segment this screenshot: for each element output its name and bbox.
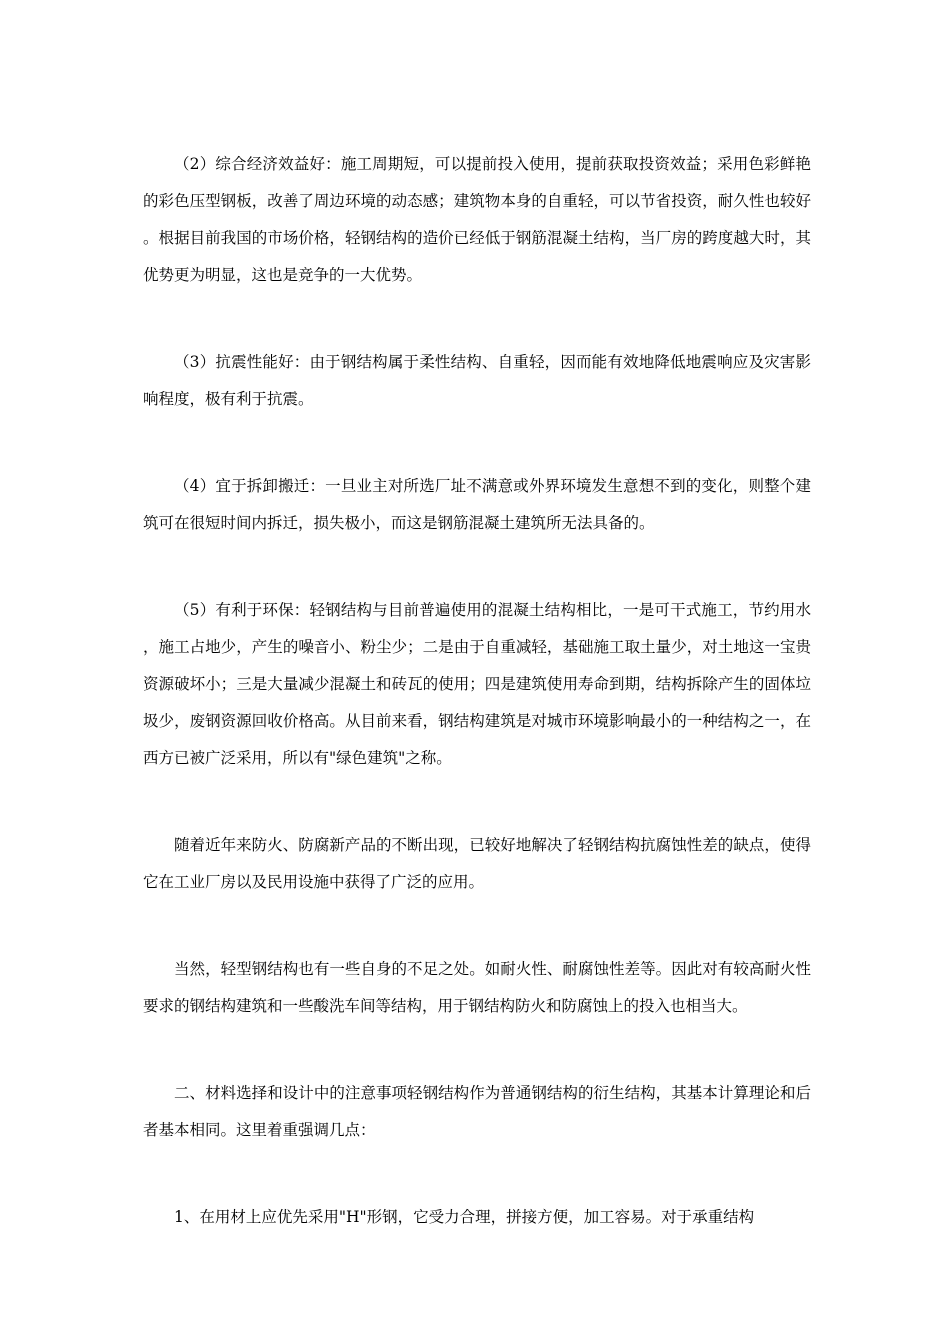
document-body (143, 146, 811, 1286)
paragraph-environmental-protection: （5）有利于环保：轻钢结构与目前普遍使用的混凝土结构相比，一是可干式施工，节约用水，施工占地少，产生的噪音小、粉尘少；二是由于自重减轻，基础施工取土量少，对土地这一宝贵资源破坏小；三是大量减少混凝土和砖瓦的使用；四是建筑使用寿命到期，结构拆除产生的固体垃圾少，废钢资源回收价格高。从目前来看，钢结构建筑是对城市环境影响最小的一种结构之一，在西方已被广泛采用，所以有"绿色建筑"之称。 (143, 601, 811, 767)
paragraph-economic-benefit: （2）综合经济效益好：施工周期短，可以提前投入使用，提前获取投资效益；采用色彩鲜艳的彩色压型钢板，改善了周边环境的动态感；建筑物本身的自重轻，可以节省投资，耐久性也较好。根据目前我国的市场价格，轻钢结构的造价已经低于钢筋混凝土结构，当厂房的跨度越大时，其优势更为明显，这也是竞争的一大优势。 (143, 155, 811, 284)
paragraph-section-two-heading: 二、材料选择和设计中的注意事项轻钢结构作为普通钢结构的衍生结构，其基本计算理论和后者基本相同。这里着重强调几点： (143, 1084, 811, 1139)
paragraph-shortcomings: 当然，轻型钢结构也有一些自身的不足之处。如耐火性、耐腐蚀性差等。因此对有较高耐火性要求的钢结构建筑和一些酸洗车间等结构，用于钢结构防火和防腐蚀上的投入也相当大。 (143, 960, 811, 1015)
paragraph-seismic-performance: （3）抗震性能好：由于钢结构属于柔性结构、自重轻，因而能有效地降低地震响应及灾害影响程度，极有利于抗震。 (143, 353, 811, 408)
paragraph-h-steel: 1、在用材上应优先采用"H"形钢，它受力合理，拼接方便，加工容易。对于承重结构 (174, 1208, 755, 1226)
paragraph-fire-corrosion-products: 随着近年来防火、防腐新产品的不断出现，已较好地解决了轻钢结构抗腐蚀性差的缺点，使得它在工业厂房以及民用设施中获得了广泛的应用。 (143, 836, 811, 891)
paragraph-dismantling-relocation: （4）宜于拆卸搬迁：一旦业主对所选厂址不满意或外界环境发生意想不到的变化，则整个建筑可在很短时间内拆迁，损失极小，而这是钢筋混凝土建筑所无法具备的。 (143, 477, 811, 532)
